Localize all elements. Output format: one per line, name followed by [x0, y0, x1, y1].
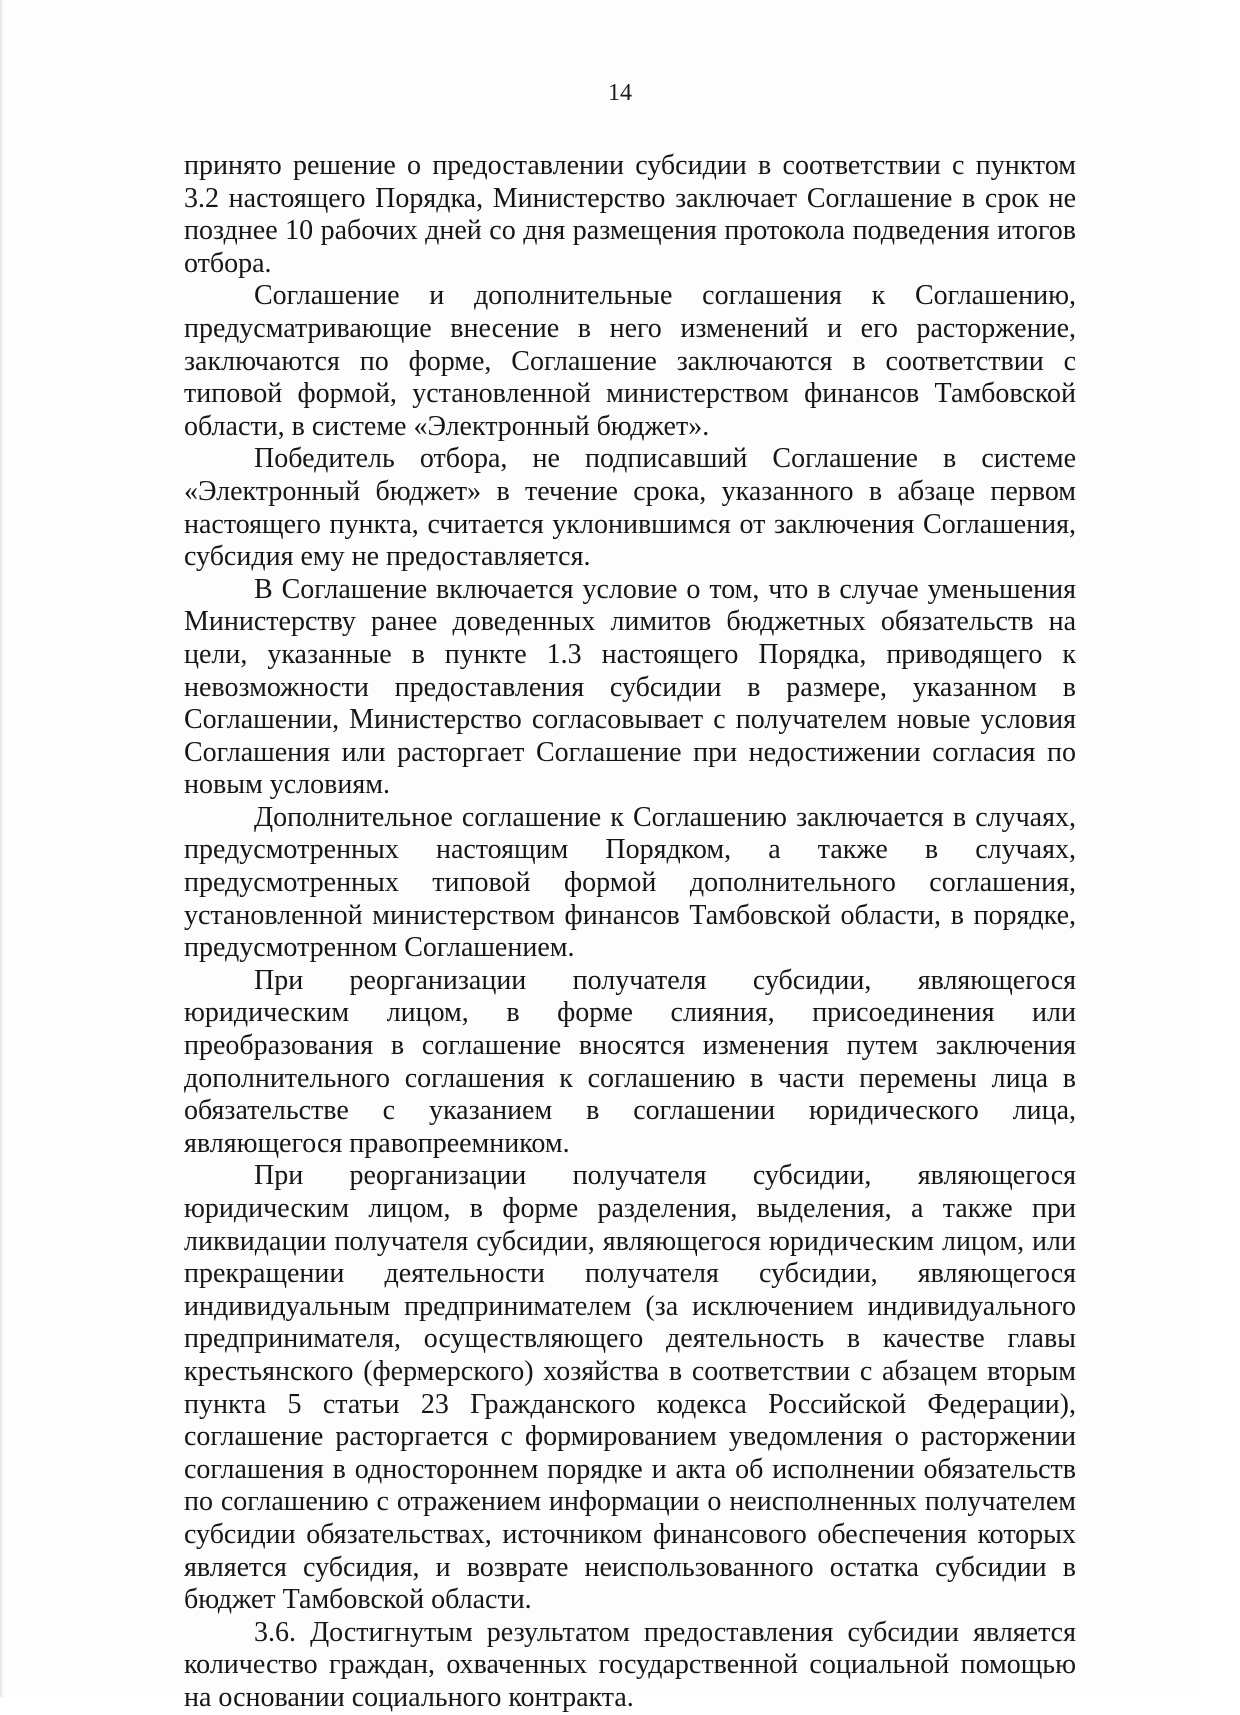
paragraph-result-3-6: 3.6. Достигнутым результатом предоставления субсидии является количество граждан, охваченных государственной социальной помощью на основании социального контракта.: [184, 1616, 1076, 1713]
scan-edge: [0, 0, 3, 1697]
paragraph-reorganization-liquidation: При реорганизации получателя субсидии, являющегося юридическим лицом, в форме разделения, выделения, а также при ликвидации получателя субсидии, являющегося юридическим лицом, или прекращении деятельности получателя субсидии, являющегося индивидуальным предпринимателем (за исключением индивидуального предпринимателя, осуществляющего деятельность в качестве главы крестьянского (фермерского) хозяйства в соответствии с абзацем вторым пункта 5 статьи 23 Гражданского кодекса Российской Федерации), соглашение расторгается с формированием уведомления о расторжении соглашения в одностороннем порядке и акта об исполнении обязательств по соглашению с отражением информации о неисполненных получателем субсидии обязательствах, источником финансового обеспечения которых является субсидия, и возврате неиспользованного остатка субсидии в бюджет Тамбовской области.: [184, 1160, 1076, 1616]
paragraph-winner-evasion: Победитель отбора, не подписавший Соглашение в системе «Электронный бюджет» в течение срока, указанного в абзаце первом настоящего пункта, считается уклонившимся от заключения Соглашения, субсидия ему не предоставляется.: [184, 443, 1076, 573]
paragraph-additional-agreement: Дополнительное соглашение к Соглашению заключается в случаях, предусмотренных настоящим Порядком, а также в случаях, предусмотренных типовой формой дополнительного соглашения, установленной министерством финансов Тамбовской области, в порядке, предусмотренном Соглашением.: [184, 801, 1076, 964]
document-body: [184, 150, 1076, 1715]
paragraph-continuation: принято решение о предоставлении субсидии в соответствии с пунктом 3.2 настоящего Порядка, Министерство заключает Соглашение в срок не позднее 10 рабочих дней со дня размещения протокола подведения итогов отбора.: [184, 150, 1076, 279]
paragraph-reorganization-merger: При реорганизации получателя субсидии, являющегося юридическим лицом, в форме слияния, присоединения или преобразования в соглашение вносятся изменения путем заключения дополнительного соглашения к соглашению в части перемены лица в обязательстве с указанием в соглашении юридического лица, являющегося правопреемником.: [184, 964, 1076, 1159]
page-number: 14: [608, 80, 632, 106]
paragraph-agreement-form: Соглашение и дополнительные соглашения к Соглашению, предусматривающие внесение в него изменений и его расторжение, заключаются по форме, Соглашение заключаются в соответствии с типовой формой, установленной министерством финансов Тамбовской области, в системе «Электронный бюджет».: [184, 280, 1076, 442]
paragraph-limits-reduction: В Соглашение включается условие о том, что в случае уменьшения Министерству ранее доведенных лимитов бюджетных обязательств на цели, указанные в пункте 1.3 настоящего Порядка, приводящего к невозможности предоставления субсидии в размере, указанном в Соглашении, Министерство согласовывает с получателем новые условия Соглашения или расторгает Соглашение при недостижении согласия по новым условиям.: [184, 573, 1076, 801]
